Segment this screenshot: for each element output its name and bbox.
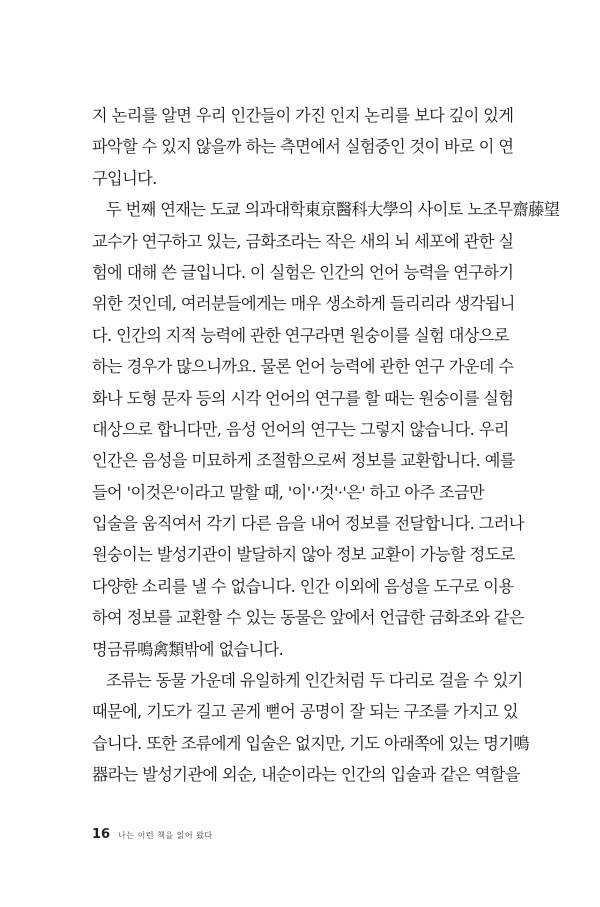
paragraph-2 <box>92 194 560 665</box>
text-line: 하는 경우가 많으니까요. 물론 언어 능력에 관한 연구 가운데 수 <box>92 357 514 377</box>
text-line: 위한 것인데, 여러분들에게는 매우 생소하게 들리리라 생각됩니 <box>92 294 515 314</box>
text-line: 들어 '이것은'이라고 말할 때, '이'·'것'·'은' 하고 아주 조금만 <box>92 482 485 502</box>
text-line: 조류는 동물 가운데 유일하게 인간처럼 두 다리로 걸을 수 있기 <box>106 671 523 691</box>
text-line: 구입니다. <box>92 168 157 188</box>
text-line: 파악할 수 있지 않을까 하는 측면에서 실험중인 것이 바로 이 연 <box>92 137 514 157</box>
paragraph-1 <box>92 100 532 194</box>
text-line: 인간은 음성을 미묘하게 조절함으로써 정보를 교환합니다. 예를 <box>92 451 515 471</box>
text-line: 두 번째 연재는 도쿄 의과대학東京醫科大學의 사이토 노조무齋藤望 <box>106 200 560 220</box>
page-footer <box>92 827 213 842</box>
text-line: 화나 도형 문자 등의 시각 언어의 연구를 할 때는 원숭이를 실험 <box>92 388 514 408</box>
text-line: 명금류鳴禽類밖에 없습니다. <box>92 639 284 659</box>
body-text <box>92 100 560 791</box>
text-line: 다양한 소리를 낼 수 없습니다. 인간 이외에 음성을 도구로 이용 <box>92 576 514 596</box>
text-line: 습니다. 또한 조류에게 입술은 없지만, 기도 아래쪽에 있는 명기鳴 <box>92 733 529 753</box>
text-line: 다. 인간의 지적 능력에 관한 연구라면 원숭이를 실험 대상으로 <box>92 325 509 345</box>
page-number: 16 <box>92 827 111 842</box>
text-line: 때문에, 기도가 길고 곧게 뻗어 공명이 잘 되는 구조를 가지고 있 <box>92 702 518 722</box>
text-line: 험에 대해 쓴 글입니다. 이 실험은 인간의 언어 능력을 연구하기 <box>92 262 514 282</box>
text-line: 교수가 연구하고 있는, 금화조라는 작은 새의 뇌 세포에 관한 실 <box>92 231 514 251</box>
text-line: 원숭이는 발성기관이 발달하지 않아 정보 교환이 가능할 정도로 <box>92 545 515 565</box>
text-line: 하여 정보를 교환할 수 있는 동물은 앞에서 언급한 금화조와 같은 <box>92 608 524 628</box>
text-line: 지 논리를 알면 우리 인간들이 가진 인지 논리를 보다 깊이 있게 <box>92 106 514 125</box>
text-line: 대상으로 합니다만, 음성 언어의 연구는 그렇지 않습니다. 우리 <box>92 419 509 439</box>
paragraph-3 <box>92 665 532 791</box>
running-title: 나는 이런 책을 읽어 왔다 <box>118 831 213 840</box>
text-line: 입술을 움직여서 각기 다른 음을 내어 정보를 전달합니다. 그러나 <box>92 514 524 534</box>
text-line: 器라는 발성기관에 외순, 내순이라는 인간의 입술과 같은 역할을 <box>92 765 520 785</box>
